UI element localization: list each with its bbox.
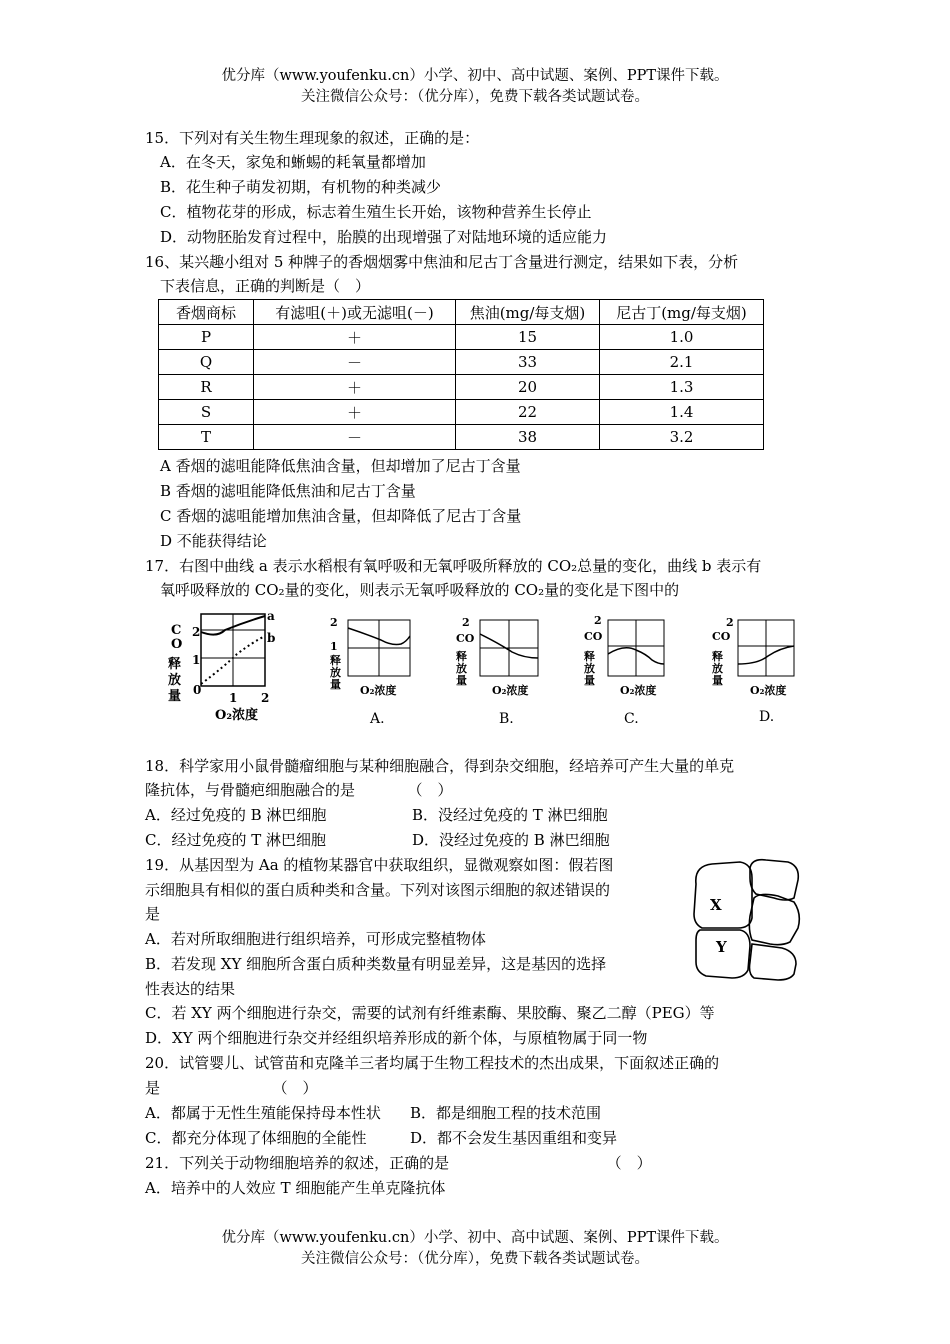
table-cell: 1.4 bbox=[600, 400, 764, 425]
curve-b-label: b bbox=[267, 631, 276, 645]
table-cell: ＋ bbox=[254, 325, 456, 350]
svg-text:量: 量 bbox=[456, 674, 467, 687]
graph-label-c: C. bbox=[624, 711, 639, 727]
q19-cell-diagram bbox=[690, 858, 806, 982]
small-xlabel: O₂浓度 bbox=[360, 684, 397, 697]
q16-stem-2: 下表信息，正确的判断是（ ） bbox=[160, 277, 371, 295]
table-cell: Q bbox=[159, 350, 254, 375]
tick-label: 2 bbox=[726, 616, 734, 629]
header-line-2: 关注微信公众号：（优分库），免费下载各类试题试卷。 bbox=[301, 89, 649, 105]
table-cell: 22 bbox=[456, 400, 600, 425]
svg-text:放: 放 bbox=[584, 662, 595, 675]
svg-text:量: 量 bbox=[330, 678, 341, 691]
table-header-row bbox=[159, 300, 764, 325]
q19-option-c: C．若 XY 两个细胞进行杂交，需要的试剂有纤维素酶、果胶酶、聚乙二醇（PEG）等 bbox=[145, 1004, 715, 1022]
graph-label-b: B. bbox=[499, 711, 514, 727]
small-xlabel: O₂浓度 bbox=[620, 684, 657, 697]
table-cell: 15 bbox=[456, 325, 600, 350]
tick-label: 2 bbox=[192, 625, 201, 639]
q20-option-d: D．都不会发生基因重组和变异 bbox=[410, 1129, 618, 1147]
svg-text:释: 释 bbox=[330, 654, 341, 667]
curve-a-label: a bbox=[267, 609, 275, 623]
svg-text:CO: CO bbox=[584, 630, 603, 643]
tick-label: 2 bbox=[594, 614, 602, 627]
table-row bbox=[159, 325, 764, 350]
q17-main-graph bbox=[165, 606, 285, 726]
main-ylabel-4: 放 bbox=[168, 673, 182, 688]
q16-option-a: A 香烟的滤咀能降低焦油含量，但却增加了尼古丁含量 bbox=[160, 457, 521, 475]
q18-stem-2: 隆抗体，与骨髓疤细胞融合的是 （ ） bbox=[145, 781, 453, 799]
q15-option-d: D．动物胚胎发育过程中，胎膜的出现增强了对陆地环境的适应能力 bbox=[160, 228, 608, 246]
tick-label: 2 bbox=[330, 616, 338, 629]
q17-graph-a bbox=[326, 612, 426, 700]
svg-text:放: 放 bbox=[456, 662, 467, 675]
q19-stem-2: 示细胞具有相似的蛋白质种类和含量。下列对该图示细胞的叙述错误的 bbox=[145, 881, 611, 899]
svg-text:量: 量 bbox=[584, 674, 595, 687]
q21-stem: 21．下列关于动物细胞培养的叙述，正确的是 （ ） bbox=[145, 1154, 652, 1172]
q20-stem-1: 20．试管婴儿、试管苗和克隆羊三者均属于生物工程技术的杰出成果，下面叙述正确的 bbox=[145, 1054, 720, 1072]
table-cell: 20 bbox=[456, 375, 600, 400]
cell-x-label: X bbox=[710, 896, 722, 914]
q21-option-a: A．培养中的人效应 T 细胞能产生单克隆抗体 bbox=[145, 1179, 446, 1197]
table-header: 焦油(mg/每支烟) bbox=[456, 300, 600, 325]
table-header: 香烟商标 bbox=[159, 300, 254, 325]
svg-text:释: 释 bbox=[584, 650, 595, 663]
q20-option-c: C．都充分体现了体细胞的全能性 bbox=[145, 1129, 367, 1147]
svg-text:CO: CO bbox=[456, 632, 475, 645]
q20-option-b: B．都是细胞工程的技术范围 bbox=[410, 1104, 602, 1122]
tick-label: 1 bbox=[192, 653, 201, 667]
cell-y-label: Y bbox=[716, 938, 727, 956]
table-row bbox=[159, 425, 764, 450]
q15-stem: 15．下列对有关生物生理现象的叙述，正确的是： bbox=[145, 129, 480, 147]
svg-text:放: 放 bbox=[712, 662, 723, 675]
cigarette-table bbox=[158, 299, 764, 450]
table-cell: 1.0 bbox=[600, 325, 764, 350]
svg-text:释: 释 bbox=[456, 650, 467, 663]
q19-option-b-2: 性表达的结果 bbox=[145, 980, 236, 998]
tick-label: 2 bbox=[462, 616, 470, 629]
table-cell: 1.3 bbox=[600, 375, 764, 400]
graph-label-a: A. bbox=[370, 711, 385, 727]
table-row bbox=[159, 400, 764, 425]
q17-stem-1: 17．右图中曲线 a 表示水稻根有氧呼吸和无氧呼吸所释放的 CO₂总量的变化，曲线 b 表示有 bbox=[145, 557, 762, 575]
main-ylabel-2: O bbox=[171, 637, 183, 652]
table-cell: P bbox=[159, 325, 254, 350]
svg-text:CO: CO bbox=[712, 630, 731, 643]
table-row bbox=[159, 375, 764, 400]
table-cell: R bbox=[159, 375, 254, 400]
q18-option-b: B．没经过免疫的 T 淋巴细胞 bbox=[412, 806, 608, 824]
header-line-1: 优分库（www.youfenku.cn）小学、初中、高中试题、案例、PPT课件下载。 bbox=[221, 68, 729, 84]
graph-label-d: D. bbox=[759, 709, 775, 725]
q19-option-d: D．XY 两个细胞进行杂交并经组织培养形成的新个体，与原植物属于同一物 bbox=[145, 1029, 648, 1047]
q15-option-c: C．植物花芽的形成，标志着生殖生长开始，该物种营养生长停止 bbox=[160, 203, 592, 221]
q20-stem-2: 是 （ ） bbox=[145, 1079, 318, 1097]
table-cell: S bbox=[159, 400, 254, 425]
table-row bbox=[159, 350, 764, 375]
cell bbox=[750, 860, 798, 900]
table-cell: － bbox=[254, 350, 456, 375]
svg-text:量: 量 bbox=[712, 674, 723, 687]
table-cell: 33 bbox=[456, 350, 600, 375]
tick-label: 0 bbox=[193, 683, 202, 697]
tick-label: 1 bbox=[330, 640, 338, 653]
table-cell: 2.1 bbox=[600, 350, 764, 375]
small-xlabel: O₂浓度 bbox=[750, 684, 787, 697]
q18-option-a: A．经过免疫的 B 淋巴细胞 bbox=[145, 806, 327, 824]
table-cell: 38 bbox=[456, 425, 600, 450]
table-header: 有滤咀(＋)或无滤咀(－) bbox=[254, 300, 456, 325]
q17-graph-b bbox=[452, 612, 552, 700]
table-cell: ＋ bbox=[254, 400, 456, 425]
tick-label: 1 bbox=[229, 691, 238, 705]
table-header: 尼古丁(mg/每支烟) bbox=[600, 300, 764, 325]
q15-option-a: A．在冬天，家兔和蜥蜴的耗氧量都增加 bbox=[160, 153, 426, 171]
main-ylabel-5: 量 bbox=[168, 689, 182, 704]
footer-line-1: 优分库（www.youfenku.cn）小学、初中、高中试题、案例、PPT课件下载。 bbox=[221, 1230, 729, 1246]
table-cell: ＋ bbox=[254, 375, 456, 400]
tick-label: 2 bbox=[261, 691, 270, 705]
cell bbox=[750, 944, 797, 980]
q16-option-b: B 香烟的滤咀能降低焦油和尼古丁含量 bbox=[160, 482, 416, 500]
q16-option-d: D 不能获得结论 bbox=[160, 532, 267, 550]
main-xlabel: O₂浓度 bbox=[215, 708, 259, 723]
q17-graph-c bbox=[580, 610, 680, 700]
footer-line-2: 关注微信公众号：（优分库），免费下载各类试题试卷。 bbox=[301, 1251, 649, 1267]
q19-option-b-1: B．若发现 XY 细胞所含蛋白质种类数量有明显差异，这是基因的选择 bbox=[145, 955, 607, 973]
table-cell: T bbox=[159, 425, 254, 450]
q17-stem-2: 氧呼吸释放的 CO₂量的变化，则表示无氧呼吸释放的 CO₂量的变化是下图中的 bbox=[160, 581, 680, 599]
q19-stem-3: 是 bbox=[145, 905, 161, 923]
q18-option-d: D．没经过免疫的 B 淋巴细胞 bbox=[412, 831, 610, 849]
q18-stem-1: 18．科学家用小鼠骨髓瘤细胞与某种细胞融合，得到杂交细胞，经培养可产生大量的单克 bbox=[145, 757, 735, 775]
cell-x bbox=[694, 862, 752, 928]
main-ylabel-1: C bbox=[171, 623, 182, 638]
q19-stem-1: 19．从基因型为 Aa 的植物某器官中获取组织，显微观察如图：假若图 bbox=[145, 856, 614, 874]
q20-option-a: A．都属于无性生殖能保持母本性状 bbox=[145, 1104, 381, 1122]
q15-option-b: B．花生种子萌发初期，有机物的种类减少 bbox=[160, 178, 442, 196]
table-cell: － bbox=[254, 425, 456, 450]
main-ylabel-3: 释 bbox=[168, 657, 182, 672]
q19-option-a: A．若对所取细胞进行组织培养，可形成完整植物体 bbox=[145, 930, 486, 948]
q16-option-c: C 香烟的滤咀能增加焦油含量，但却降低了尼古丁含量 bbox=[160, 507, 522, 525]
q16-stem-1: 16、某兴趣小组对 5 种牌子的香烟烟雾中焦油和尼古丁含量进行测定，结果如下表，分析 bbox=[145, 253, 739, 271]
svg-text:释: 释 bbox=[712, 650, 723, 663]
q18-option-c: C．经过免疫的 T 淋巴细胞 bbox=[145, 831, 327, 849]
table-cell: 3.2 bbox=[600, 425, 764, 450]
q17-graph-d bbox=[708, 610, 808, 700]
small-xlabel: O₂浓度 bbox=[492, 684, 529, 697]
cell bbox=[749, 894, 799, 944]
svg-text:放: 放 bbox=[330, 666, 341, 679]
